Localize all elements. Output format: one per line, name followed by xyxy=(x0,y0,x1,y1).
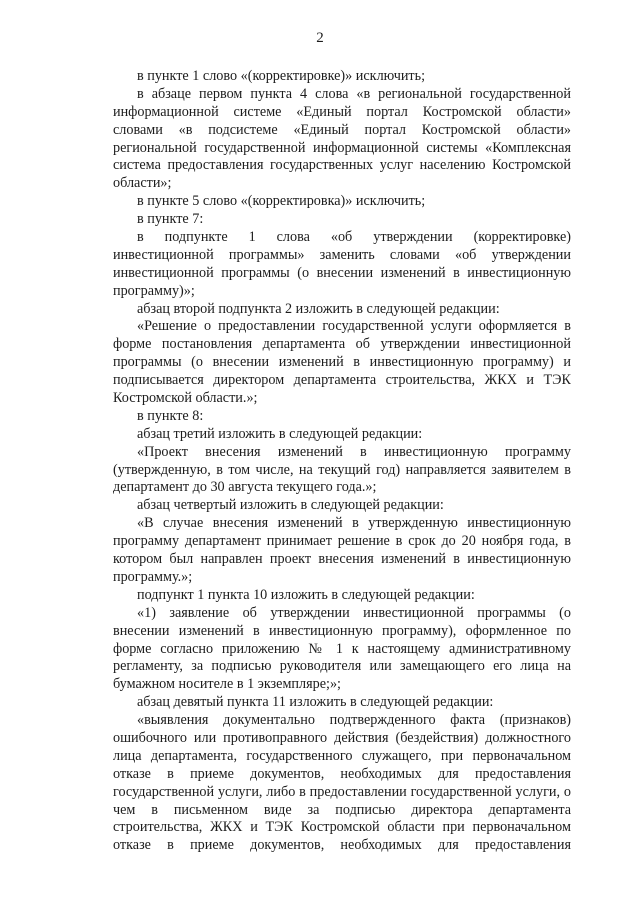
text-line: программы (о внесении изменений в инвестиционную программу) и xyxy=(113,354,571,371)
text-line: «1) заявление об утверждении инвестиционной программы (о xyxy=(137,604,571,621)
text-line: инвестиционной программы» заменить словами «об утверждении xyxy=(113,246,571,263)
text-line: абзац четвертый изложить в следующей редакции: xyxy=(137,497,444,514)
text-line: государственной услуги, либо в предоставлении государственной услуги, о xyxy=(113,783,571,800)
text-line: подписывается директором департамента строительства, ЖКХ и ТЭК xyxy=(113,372,571,389)
text-line: внесении изменений в инвестиционную программу), оформленное по xyxy=(113,622,571,639)
text-line: «Проект внесения изменений в инвестиционную программу xyxy=(137,443,571,460)
text-line: бумажном носителе в 1 экземпляре;»; xyxy=(113,676,341,693)
text-line: абзац второй подпункта 2 изложить в следующей редакции: xyxy=(137,300,500,317)
text-line: ошибочного или противоправного действия (бездействия) должностного xyxy=(113,729,571,746)
text-line: «В случае внесения изменений в утвержденную инвестиционную xyxy=(137,515,571,532)
text-line: абзац девятый пункта 11 изложить в следующей редакции: xyxy=(137,694,494,711)
text-line: в подпункте 1 слова «об утверждении (корректировке) xyxy=(137,229,571,246)
text-line: форме согласно приложению № 1 к настоящему административному xyxy=(113,640,571,657)
text-line: в абзаце первом пункта 4 слова «в региональной государственной xyxy=(137,85,571,102)
text-line: лица департамента, государственного служащего, при первоначальном xyxy=(113,747,571,764)
text-line: «Решение о предоставлении государственной услуги оформляется в xyxy=(137,318,571,335)
text-line: строительства, ЖКХ и ТЭК Костромской области при первоначальном xyxy=(113,819,571,836)
text-line: области»; xyxy=(113,175,172,192)
text-line: форме постановления департамента об утверждении инвестиционной xyxy=(113,336,571,353)
text-line: департамент до 30 августа текущего года.»; xyxy=(113,479,377,496)
text-line: регламенту, за подписью руководителя или замещающего его лица на xyxy=(113,658,571,675)
text-line: «выявления документально подтвержденного факта (признаков) xyxy=(137,712,571,729)
text-line: инвестиционной программы (о внесении изменений в инвестиционную xyxy=(113,264,571,281)
text-line: информационной системе «Единый портал Костромской области» xyxy=(113,103,571,120)
text-line: Костромской области.»; xyxy=(113,390,258,407)
text-line: в пункте 1 слово «(корректировке)» исключить; xyxy=(137,68,426,84)
text-line: программу.»; xyxy=(113,568,193,585)
text-line: чем в письменном виде за подписью директора департамента xyxy=(113,801,571,818)
text-line: (утвержденную, в том числе, на текущий год) направляется заявителем в xyxy=(113,461,571,478)
text-line: котором был направлен проект внесения изменений в инвестиционную xyxy=(113,551,571,568)
text-line: система предоставления государственных услуг населению Костромской xyxy=(113,157,571,174)
page-number: 2 xyxy=(316,30,324,46)
document-body-text xyxy=(113,68,571,855)
text-line: в пункте 8: xyxy=(137,407,204,424)
text-line: отказе в приеме документов, необходимых для предоставления xyxy=(113,837,571,854)
text-line: программу)»; xyxy=(113,282,195,299)
text-line: региональной государственной информационной системы «Комплексная xyxy=(113,139,571,156)
text-line: словами «в подсистеме «Единый портал Костромской области» xyxy=(113,121,571,138)
text-line: в пункте 5 слово «(корректировка)» исключить; xyxy=(137,193,426,210)
text-line: абзац третий изложить в следующей редакции: xyxy=(137,425,423,442)
text-line: подпункт 1 пункта 10 изложить в следующей редакции: xyxy=(137,586,475,603)
text-line: отказе в приеме документов, необходимых для предоставления xyxy=(113,765,571,782)
text-line: программу департамент принимает решение в срок до 20 ноября года, в xyxy=(113,533,571,550)
text-line: в пункте 7: xyxy=(137,211,204,228)
